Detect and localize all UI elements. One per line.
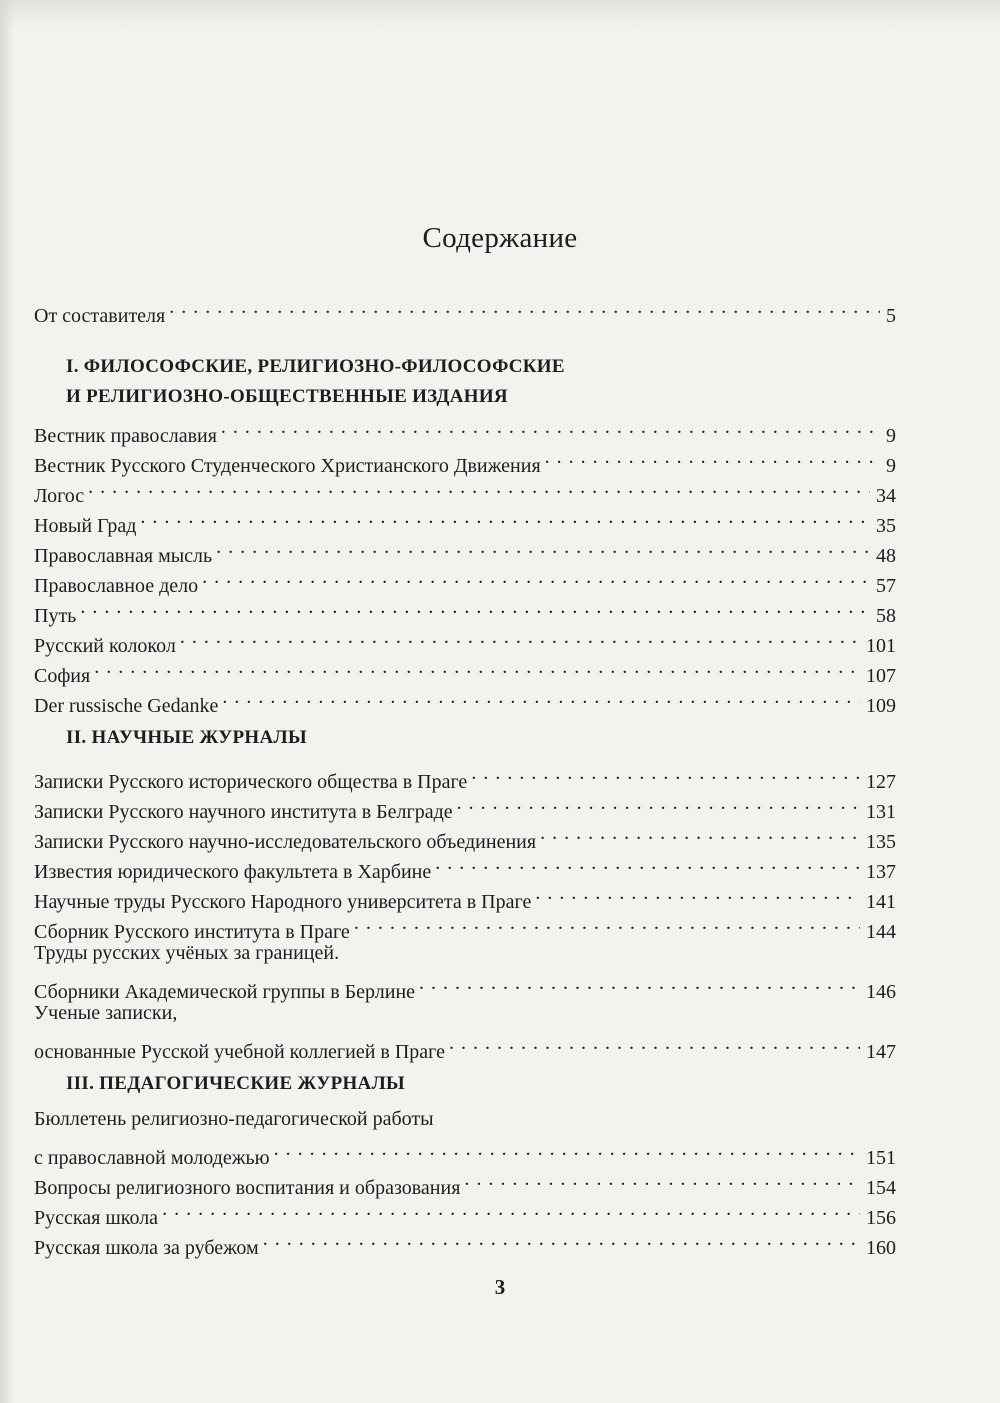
toc-entry-page: 160	[866, 1237, 896, 1259]
dot-leader	[545, 442, 880, 472]
toc-entry[interactable]	[34, 1134, 896, 1169]
dot-leader	[419, 968, 860, 998]
toc-entry-page: 9	[886, 425, 896, 447]
toc-entry-page: 141	[866, 891, 896, 913]
dot-leader	[457, 788, 860, 818]
toc-entry-label: Православное дело	[34, 575, 199, 597]
dot-leader	[354, 908, 860, 938]
toc-entry[interactable]	[34, 968, 896, 1003]
toc-entry-page: 135	[866, 831, 896, 853]
toc-entry-label: Вопросы религиозного воспитания и образования	[34, 1177, 461, 1199]
toc-entry-label: Сборники Академической группы в Берлине	[34, 981, 416, 1003]
toc-entry-page: 107	[866, 665, 896, 687]
page-edge-shadow-left	[0, 0, 14, 1403]
dot-leader	[94, 652, 860, 682]
toc-entry-label: Русская школа	[34, 1207, 159, 1229]
toc-entry-label: София	[34, 665, 91, 687]
toc-entry-label: Известия юридического факультета в Харбине	[34, 861, 432, 883]
toc-entry[interactable]	[34, 682, 896, 717]
toc-entry[interactable]	[34, 412, 896, 447]
toc-entry-label: Der russische Gedanke	[34, 695, 219, 717]
toc-entry-page: 57	[876, 575, 896, 597]
dot-leader	[435, 848, 860, 878]
toc-entry-label: Записки Русского научно-исследовательского объединения	[34, 831, 537, 853]
dot-leader	[464, 1164, 860, 1194]
toc-entry-label: Логос	[34, 485, 85, 507]
toc-entry[interactable]	[34, 532, 896, 567]
toc-entry[interactable]	[34, 502, 896, 537]
toc-entry-label: Научные труды Русского Народного университета в Праге	[34, 891, 532, 913]
toc-entry-page: 48	[876, 545, 896, 567]
toc-entry-page: 144	[866, 921, 896, 943]
dot-leader	[221, 412, 880, 442]
dot-leader	[263, 1224, 860, 1254]
toc-entry-label: Вестник Русского Студенческого Христианского Движения	[34, 455, 541, 477]
dot-leader	[169, 292, 880, 322]
toc-entry-page: 127	[866, 771, 896, 793]
toc-entry-page: 58	[876, 605, 896, 627]
dot-leader	[202, 562, 870, 592]
page-edge-shadow-top	[0, 0, 1000, 30]
page-title: Содержание	[422, 222, 578, 254]
dot-leader	[140, 502, 870, 532]
toc-entry-first-line: Труды русских учёных за границей.	[34, 942, 340, 964]
toc-entry-page: 9	[886, 455, 896, 477]
toc-entry-label: Православная мысль	[34, 545, 213, 567]
dot-leader	[222, 682, 860, 712]
toc-entry-label: Вестник православия	[34, 425, 217, 447]
section-heading-1-line-2: И РЕЛИГИОЗНО-ОБЩЕСТВЕННЫЕ ИЗДАНИЯ	[66, 386, 508, 407]
toc-entry-intro[interactable]	[34, 292, 896, 327]
toc-entry-first-line: Бюллетень религиозно-педагогической работы	[34, 1108, 434, 1130]
toc-entry[interactable]	[34, 652, 896, 687]
toc-entry-page: 34	[876, 485, 896, 507]
dot-leader	[88, 472, 870, 502]
dot-leader	[216, 532, 870, 562]
section-heading-2: II. НАУЧНЫЕ ЖУРНАЛЫ	[66, 727, 307, 748]
toc-entry-page: 156	[866, 1207, 896, 1229]
toc-entry-page: 109	[866, 695, 896, 717]
dot-leader	[80, 592, 870, 622]
toc-entry[interactable]	[34, 472, 896, 507]
toc-entry[interactable]	[34, 1194, 896, 1229]
toc-entry-label: Путь	[34, 605, 77, 627]
section-heading-1: I. ФИЛОСОФСКИЕ, РЕЛИГИОЗНО-ФИЛОСОФСКИЕ	[66, 356, 565, 377]
toc-entry-page: 5	[886, 305, 896, 327]
toc-entry[interactable]	[34, 758, 896, 793]
toc-entry-label: основанные Русской учебной коллегией в Праге	[34, 1041, 445, 1063]
toc-entry-page: 146	[866, 981, 896, 1003]
dot-leader	[471, 758, 860, 788]
toc-entry-page: 35	[876, 515, 896, 537]
toc-entry[interactable]	[34, 1224, 896, 1259]
dot-leader	[535, 878, 860, 908]
dot-leader	[180, 622, 860, 652]
toc-entry-page: 151	[866, 1147, 896, 1169]
toc-entry-label: Сборник Русского института в Праге	[34, 921, 350, 943]
toc-entry-label: Русская школа за рубежом	[34, 1237, 259, 1259]
dot-leader	[449, 1028, 860, 1058]
toc-entry[interactable]	[34, 1028, 896, 1063]
dot-leader	[274, 1134, 860, 1164]
toc-entry-page: 147	[866, 1041, 896, 1063]
toc-entry-page: 154	[866, 1177, 896, 1199]
toc-entry-first-line: Ученые записки,	[34, 1002, 178, 1024]
toc-entry-page: 101	[866, 635, 896, 657]
section-heading-3: III. ПЕДАГОГИЧЕСКИЕ ЖУРНАЛЫ	[66, 1073, 405, 1094]
page-number: 3	[494, 1275, 506, 1299]
table-of-contents	[34, 292, 896, 1259]
toc-entry[interactable]	[34, 622, 896, 657]
toc-entry-page: 131	[866, 801, 896, 823]
toc-entry-label: Записки Русского научного института в Белграде	[34, 801, 453, 823]
toc-entry-label: с православной молодежью	[34, 1147, 270, 1169]
toc-entry-label: От составителя	[34, 305, 166, 327]
toc-entry-label: Русский колокол	[34, 635, 176, 657]
toc-entry-label: Новый Град	[34, 515, 137, 537]
dot-leader	[540, 818, 860, 848]
dot-leader	[162, 1194, 860, 1224]
toc-entry-label: Записки Русского исторического общества в Праге	[34, 771, 468, 793]
toc-entry-page: 137	[866, 861, 896, 883]
toc-entry[interactable]	[34, 592, 896, 627]
